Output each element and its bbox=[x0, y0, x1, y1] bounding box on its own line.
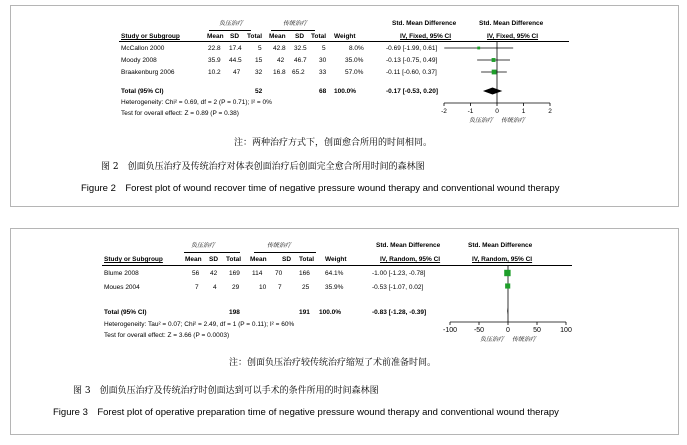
figure-note: 注：创面负压治疗较传统治疗缩短了术前准备时间。 bbox=[229, 358, 437, 368]
n-exp: 29 bbox=[232, 284, 240, 291]
x-tick-label: -1 bbox=[467, 108, 474, 115]
effect-ci: -0.11 [-0.60, 0.37] bbox=[386, 69, 437, 76]
n-exp: 169 bbox=[229, 270, 240, 277]
x-tick-label: 1 bbox=[521, 108, 526, 115]
total-label: Total (95% CI) bbox=[104, 309, 147, 316]
study-name: Braakenburg 2006 bbox=[121, 69, 175, 76]
study-name: Moody 2008 bbox=[121, 57, 157, 64]
mean-exp: 7 bbox=[195, 284, 199, 291]
mean-exp: 10.2 bbox=[208, 69, 221, 76]
group-exp-label: 负压治疗 bbox=[191, 242, 216, 249]
caption-chinese: 图 3 创面负压治疗及传统治疗时创面达到可以手术的条件所用的时间森林图 bbox=[73, 386, 379, 396]
pooled-diamond bbox=[483, 88, 502, 95]
total-n-exp: 198 bbox=[229, 309, 240, 316]
study-marker bbox=[492, 58, 496, 62]
col-effect-sub: IV, Fixed, 95% CI bbox=[400, 33, 452, 40]
total-ci: -0.83 [-1.28, -0.39] bbox=[372, 309, 427, 316]
total-ci: -0.17 [-0.53, 0.20] bbox=[386, 88, 439, 95]
forest-plot bbox=[11, 229, 678, 359]
col-mean-1: Mean bbox=[207, 33, 224, 40]
n-exp: 32 bbox=[255, 69, 263, 76]
sd-exp: 17.4 bbox=[229, 45, 242, 52]
x-tick-label: -2 bbox=[441, 108, 447, 115]
mean-ctl: 42.8 bbox=[273, 45, 286, 52]
effect-ci: -0.53 [-1.07, 0.02] bbox=[372, 284, 424, 291]
sd-ctl: 70 bbox=[275, 270, 283, 277]
weight: 8.0% bbox=[349, 45, 364, 52]
col-sd-2: SD bbox=[282, 256, 292, 263]
study-name: Blume 2008 bbox=[104, 270, 139, 277]
col-weight: Weight bbox=[325, 256, 347, 263]
sd-exp: 44.5 bbox=[229, 57, 242, 64]
col-weight: Weight bbox=[334, 33, 356, 40]
col-plot-sub: IV, Random, 95% CI bbox=[472, 256, 533, 263]
weight: 57.0% bbox=[345, 69, 364, 76]
study-marker bbox=[492, 70, 497, 75]
n-ctl: 30 bbox=[319, 57, 327, 64]
weight: 35.0% bbox=[345, 57, 364, 64]
sd-ctl: 32.5 bbox=[294, 45, 307, 52]
group-exp-label: 负压治疗 bbox=[219, 20, 244, 27]
sd-exp: 47 bbox=[233, 69, 241, 76]
group-ctl-label: 传统治疗 bbox=[283, 20, 308, 27]
x-tick-label: 2 bbox=[548, 108, 552, 115]
x-tick-label: -50 bbox=[473, 327, 485, 334]
effect-title: Std. Mean Difference bbox=[376, 242, 441, 249]
x-tick-label: -100 bbox=[442, 327, 458, 334]
total-n-ctl: 191 bbox=[299, 309, 310, 316]
n-ctl: 166 bbox=[299, 270, 310, 277]
sd-exp: 4 bbox=[213, 284, 217, 291]
n-ctl: 5 bbox=[322, 45, 326, 52]
sd-ctl: 65.2 bbox=[292, 69, 305, 76]
mean-exp: 22.8 bbox=[208, 45, 221, 52]
x-tick-label: 50 bbox=[533, 327, 541, 334]
n-exp: 5 bbox=[258, 45, 262, 52]
figure-3-panel bbox=[10, 228, 679, 435]
n-ctl: 25 bbox=[302, 284, 310, 291]
total-weight: 100.0% bbox=[334, 88, 357, 95]
favours-right-label: 传统治疗 bbox=[501, 117, 526, 124]
col-mean-2: Mean bbox=[250, 256, 267, 263]
col-total-2: Total bbox=[299, 256, 315, 263]
weight: 35.9% bbox=[325, 284, 344, 291]
total-weight: 100.0% bbox=[319, 309, 342, 316]
col-plot-sub: IV, Fixed, 95% CI bbox=[487, 33, 539, 40]
mean-exp: 35.9 bbox=[208, 57, 221, 64]
figure-2-panel bbox=[10, 5, 679, 207]
overall-effect: Test for overall effect: Z = 0.89 (P = 0.38) bbox=[121, 110, 239, 117]
mean-ctl: 16.8 bbox=[273, 69, 286, 76]
col-sd-1: SD bbox=[230, 33, 240, 40]
mean-ctl: 10 bbox=[259, 284, 267, 291]
col-total-2: Total bbox=[311, 33, 327, 40]
effect-title: Std. Mean Difference bbox=[392, 20, 457, 27]
col-total-1: Total bbox=[226, 256, 242, 263]
heterogeneity: Heterogeneity: Tau² = 0.07; Chi² = 2.49, df = 1 (P = 0.11); I² = 60% bbox=[104, 321, 295, 328]
total-n-ctl: 68 bbox=[319, 88, 327, 95]
col-total-1: Total bbox=[247, 33, 263, 40]
total-label: Total (95% CI) bbox=[121, 88, 164, 95]
col-mean-1: Mean bbox=[185, 256, 202, 263]
plot-title: Std. Mean Difference bbox=[479, 20, 544, 27]
study-marker bbox=[504, 270, 510, 276]
sd-ctl: 7 bbox=[278, 284, 282, 291]
study-name: Moues 2004 bbox=[104, 284, 140, 291]
study-marker bbox=[505, 283, 510, 288]
study-name: McCallon 2000 bbox=[121, 45, 165, 52]
caption-english: Figure 2 Forest plot of wound recover time of negative pressure wound therapy and conventional wound therapy bbox=[81, 183, 560, 194]
favours-left-label: 负压治疗 bbox=[468, 117, 493, 124]
forest-plot bbox=[11, 6, 678, 136]
favours-right-label: 传统治疗 bbox=[512, 336, 537, 343]
group-ctl-label: 传统治疗 bbox=[267, 242, 292, 249]
n-ctl: 33 bbox=[319, 69, 327, 76]
heterogeneity: Heterogeneity: Chi² = 0.69, df = 2 (P = 0.71); I² = 0% bbox=[121, 99, 272, 106]
total-n-exp: 52 bbox=[255, 88, 263, 95]
figure-note: 注：两种治疗方式下，创面愈合所用的时间相同。 bbox=[234, 138, 433, 148]
favours-left-label: 负压治疗 bbox=[479, 336, 504, 343]
mean-exp: 56 bbox=[192, 270, 200, 277]
col-sd-2: SD bbox=[295, 33, 305, 40]
x-tick-label: 0 bbox=[495, 108, 499, 115]
effect-ci: -0.69 [-1.99, 0.61] bbox=[386, 45, 438, 52]
effect-ci: -1.00 [-1.23, -0.78] bbox=[372, 270, 426, 277]
study-marker bbox=[477, 47, 480, 50]
sd-ctl: 46.7 bbox=[294, 57, 307, 64]
n-exp: 15 bbox=[255, 57, 263, 64]
x-tick-label: 100 bbox=[560, 327, 572, 334]
overall-effect: Test for overall effect: Z = 3.66 (P = 0.0003) bbox=[104, 332, 230, 339]
col-effect-sub: IV, Random, 95% CI bbox=[380, 256, 441, 263]
col-study: Study or Subgroup bbox=[104, 256, 163, 263]
col-study: Study or Subgroup bbox=[121, 33, 180, 40]
col-sd-1: SD bbox=[209, 256, 219, 263]
weight: 64.1% bbox=[325, 270, 344, 277]
effect-ci: -0.13 [-0.75, 0.49] bbox=[386, 57, 438, 64]
caption-chinese: 图 2 创面负压治疗及传统治疗对体表创面治疗后创面完全愈合所用时间的森林图 bbox=[101, 162, 425, 172]
mean-ctl: 114 bbox=[252, 270, 263, 277]
plot-title: Std. Mean Difference bbox=[468, 242, 533, 249]
mean-ctl: 42 bbox=[277, 57, 285, 64]
sd-exp: 42 bbox=[210, 270, 218, 277]
x-tick-label: 0 bbox=[506, 327, 510, 334]
col-mean-2: Mean bbox=[269, 33, 286, 40]
caption-english: Figure 3 Forest plot of operative preparation time of negative pressure wound therapy and conventional wound therapy bbox=[53, 407, 559, 418]
